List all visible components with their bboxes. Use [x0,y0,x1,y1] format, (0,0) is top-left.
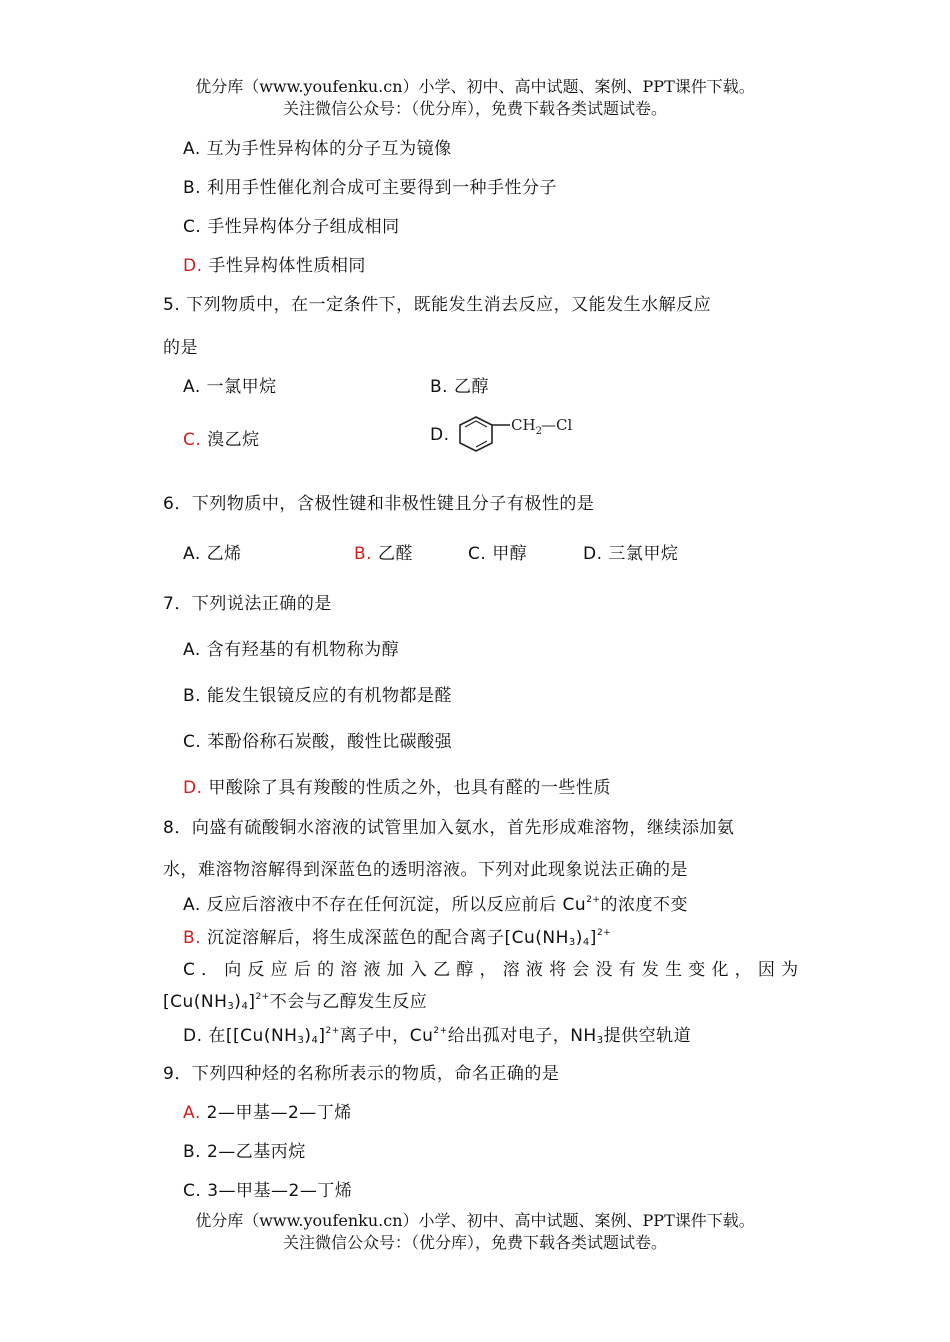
answer-label: B. [354,544,373,564]
header-line-1: 优分库（www.youfenku.cn）小学、初中、高中试题、案例、PPT课件下载。 [195,77,755,96]
q4-option-d [183,251,366,276]
q5-option-b [430,372,489,397]
answer-label: B. [183,928,202,948]
option-text-part: 提供空轨道 [603,1026,692,1046]
option-text-part: ) [575,928,583,948]
option-text-part: ) [234,992,242,1012]
option-text-end: 的浓度不变 [600,895,688,915]
option-text: 三氯甲烷 [608,544,679,564]
subscript: 3 [568,937,576,948]
subscript: 4 [241,1001,249,1012]
option-label: C. [183,732,202,752]
q6-option-b [354,539,413,564]
q8-stem-line-2: 水，难溶物溶解得到深蓝色的透明溶液。下列对此现象说法正确的是 [163,860,688,880]
subscript: 4 [582,937,590,948]
q5-stem-line-2: 的是 [163,338,198,358]
option-text: 2—甲基—2—丁烯 [206,1103,352,1123]
option-text-part: ] [318,1026,326,1046]
option-label: A. [183,640,201,660]
option-label: A. [183,377,201,397]
header-line-2: 关注微信公众号：（优分库），免费下载各类试题试卷。 [282,99,667,118]
answer-label: D. [183,778,203,798]
q7-option-c [183,727,452,752]
option-text: 3—甲基—2—丁烯 [207,1181,353,1201]
option-text-part: 在[[Cu(NH [208,1026,298,1046]
option-text-part: ] [589,928,597,948]
option-text: 沉淀溶解后，将生成深蓝色的配合离子[Cu(NH [206,928,569,948]
option-text: 乙烯 [206,544,242,564]
charge-superscript: 2+ [433,1026,448,1036]
q4-option-b [183,173,557,198]
option-text: 含有羟基的有机物称为醇 [206,640,400,660]
option-label: A. [183,895,201,915]
q6-option-a [183,539,242,564]
option-text-part: 不会与乙醇发生反应 [269,992,428,1012]
q8-option-b [183,923,611,948]
q9-option-b [183,1137,306,1162]
option-text: 手性异构体分子组成相同 [207,217,400,237]
q5-option-a [183,372,277,397]
option-text-part: ] [248,992,256,1012]
footer-line-2: 关注微信公众号：（优分库），免费下载各类试题试卷。 [282,1233,667,1252]
option-text: 一氯甲烷 [206,377,277,397]
page-header [0,76,950,120]
subscript: 3 [227,1001,235,1012]
option-label: C. [183,217,202,237]
charge-superscript: 2+ [325,1026,340,1036]
q7-option-a [183,635,399,660]
option-label: B. [183,178,202,198]
option-label: A. [183,139,201,159]
footer-line-1: 优分库（www.youfenku.cn）小学、初中、高中试题、案例、PPT课件下载。 [195,1211,755,1230]
charge-superscript: 2+ [596,928,612,938]
option-text: 乙醇 [453,377,489,397]
option-text-part: [Cu(NH [163,992,228,1012]
q8-option-c-line-1: C．向反应后的溶液加入乙醇，溶液将会没有发生变化，因为 [183,960,805,980]
answer-label: A. [183,1103,201,1123]
q4-option-c [183,212,400,237]
option-text-part: 离子中，Cu [339,1026,434,1046]
option-text: 乙醛 [377,544,413,564]
q8-option-c-line-2 [163,987,427,1012]
subscript: 4 [311,1035,319,1046]
charge-superscript: 2+ [255,992,270,1002]
q7-option-d [183,773,611,798]
q6-option-d [583,539,678,564]
option-text: 能发生银镜反应的有机物都是醛 [206,686,452,706]
q9-option-c [183,1176,352,1201]
q5-option-d-label: D. [430,425,450,445]
q6-stem: 6．下列物质中，含极性键和非极性键且分子有极性的是 [163,494,595,514]
option-label: B. [430,377,449,397]
benzyl-chloride-structure [456,413,586,457]
answer-label: D. [183,256,203,276]
option-text: 利用手性催化剂合成可主要得到一种手性分子 [206,178,557,198]
q5-stem-line-1: 5. 下列物质中，在一定条件下，既能发生消去反应，又能发生水解反应 [163,295,712,315]
option-text-part: 给出孤对电子，NH [447,1026,597,1046]
subscript: 3 [297,1035,305,1046]
q8-option-a [183,890,688,915]
option-text: 2—乙基丙烷 [206,1142,306,1162]
option-text: 溴乙烷 [207,430,260,450]
q9-option-a [183,1098,352,1123]
option-label: D. [583,544,603,564]
chlorine-group: —Cl [541,416,573,434]
q6-option-c [468,539,527,564]
q5-option-c [183,425,260,450]
q9-stem: 9．下列四种烃的名称所表示的物质，命名正确的是 [163,1064,560,1084]
answer-label: C. [183,430,202,450]
option-label: D. [183,1026,203,1046]
charge-superscript: 2+ [586,895,601,905]
option-text: 手性异构体性质相同 [208,256,366,276]
benzene-inner-bonds [465,421,487,427]
option-label: C. [183,1181,202,1201]
page-footer [0,1210,950,1254]
option-label: B. [183,686,202,706]
subscript: 3 [596,1035,604,1046]
option-label: C. [468,544,487,564]
q7-stem: 7．下列说法正确的是 [163,594,332,614]
option-text: 苯酚俗称石炭酸，酸性比碳酸强 [207,732,453,752]
option-text: 互为手性异构体的分子互为镜像 [206,139,452,159]
option-text: 甲酸除了具有羧酸的性质之外，也具有醛的一些性质 [208,778,611,798]
q7-option-b [183,681,452,706]
q4-option-a [183,134,452,159]
option-label: B. [183,1142,202,1162]
ch2-group: $CH_2$ [511,416,542,437]
option-text-part: ) [304,1026,312,1046]
q8-option-d [183,1021,691,1046]
benzene-ring [460,417,492,451]
option-text: 甲醇 [492,544,528,564]
option-text: 反应后溶液中不存在任何沉淀，所以反应前后 Cu [206,895,587,915]
q8-stem-line-1: 8．向盛有硫酸铜水溶液的试管里加入氨水，首先形成难溶物，继续添加氨 [163,818,735,838]
option-label: A. [183,544,201,564]
